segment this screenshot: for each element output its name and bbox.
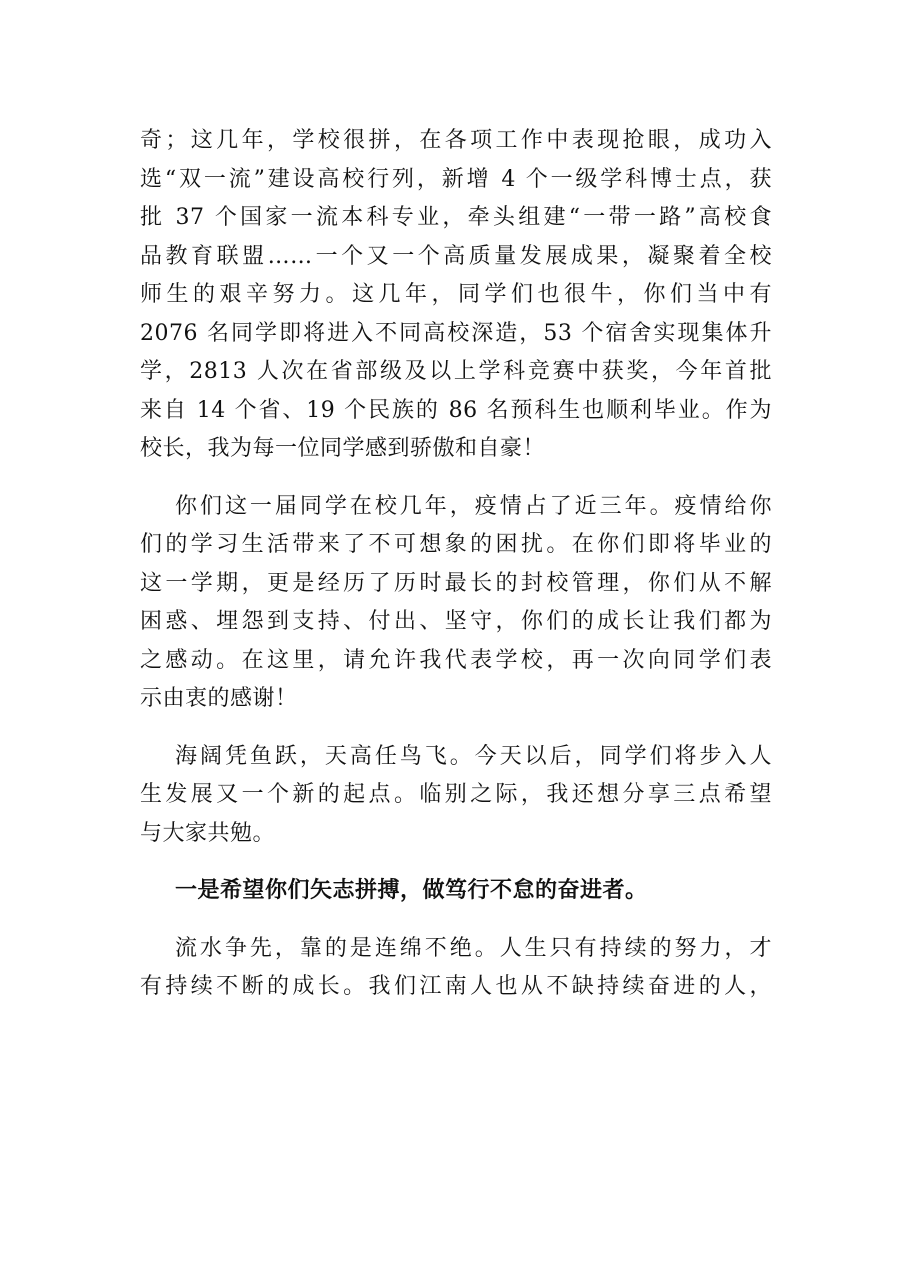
text-line: 之感动。在这里，请允许我代表学校，再一次向同学们表 [140, 647, 772, 673]
text-line: 困惑、埋怨到支持、付出、坚守，你们的成长让我们都为 [140, 609, 772, 634]
text-line: 你们这一届同学在校几年，疫情占了近三年。疫情给你 [175, 493, 772, 519]
paragraph-spacer [140, 719, 772, 738]
text-line: 流水争先，靠的是连绵不绝。人生只有持续的努力，才 [175, 935, 772, 961]
paragraph-pandemic [140, 488, 772, 719]
text-line: 奇；这几年，学校很拼，在各项工作中表现抢眼，成功入 [140, 128, 772, 153]
text-line: 这一学期，更是经历了历时最长的封校管理，你们从不解 [140, 570, 772, 596]
text-line: 海阔凭鱼跃，天高任鸟飞。今天以后，同学们将步入人 [175, 743, 772, 769]
text-line: 学，2813 人次在省部级及以上学科竞赛中获奖，今年首批 [140, 359, 772, 384]
text-line: 们的学习生活带来了不可想象的困扰。在你们即将毕业的 [140, 532, 772, 557]
text-line: 校长，我为每一位同学感到骄傲和自豪！ [140, 436, 546, 461]
paragraph-spacer [140, 853, 772, 872]
text-line: 批 37 个国家一流本科专业，牵头组建“一带一路”高校食 [140, 205, 772, 230]
paragraph-perseverance [140, 930, 772, 1007]
text-line: 来自 14 个省、19 个民族的 86 名预科生也顺利毕业。作为 [140, 397, 772, 423]
document-body [140, 122, 772, 1007]
paragraph-achievements [140, 122, 772, 469]
text-line: 选“双一流”建设高校行列，新增 4 个一级学科博士点，获 [140, 166, 772, 192]
text-line: 有持续不断的成长。我们江南人也从不缺持续奋进的人， [140, 974, 772, 999]
text-line: 师生的艰辛努力。这几年，同学们也很牛，你们当中有 [140, 282, 772, 307]
paragraph-farewell [140, 738, 772, 854]
paragraph-spacer [140, 911, 772, 930]
text-line: 与大家共勉。 [140, 820, 276, 846]
paragraph-spacer [140, 469, 772, 488]
text-line: 生发展又一个新的起点。临别之际，我还想分享三点希望 [140, 782, 772, 807]
section-heading: 一是希望你们矢志拼搏，做笃行不怠的奋进者。 [175, 878, 648, 903]
text-line: 示由衷的感谢！ [140, 686, 298, 711]
text-line: 2076 名同学即将进入不同高校深造，53 个宿舍实现集体升 [140, 320, 772, 346]
text-line: 品教育联盟……一个又一个高质量发展成果，凝聚着全校 [140, 243, 772, 269]
